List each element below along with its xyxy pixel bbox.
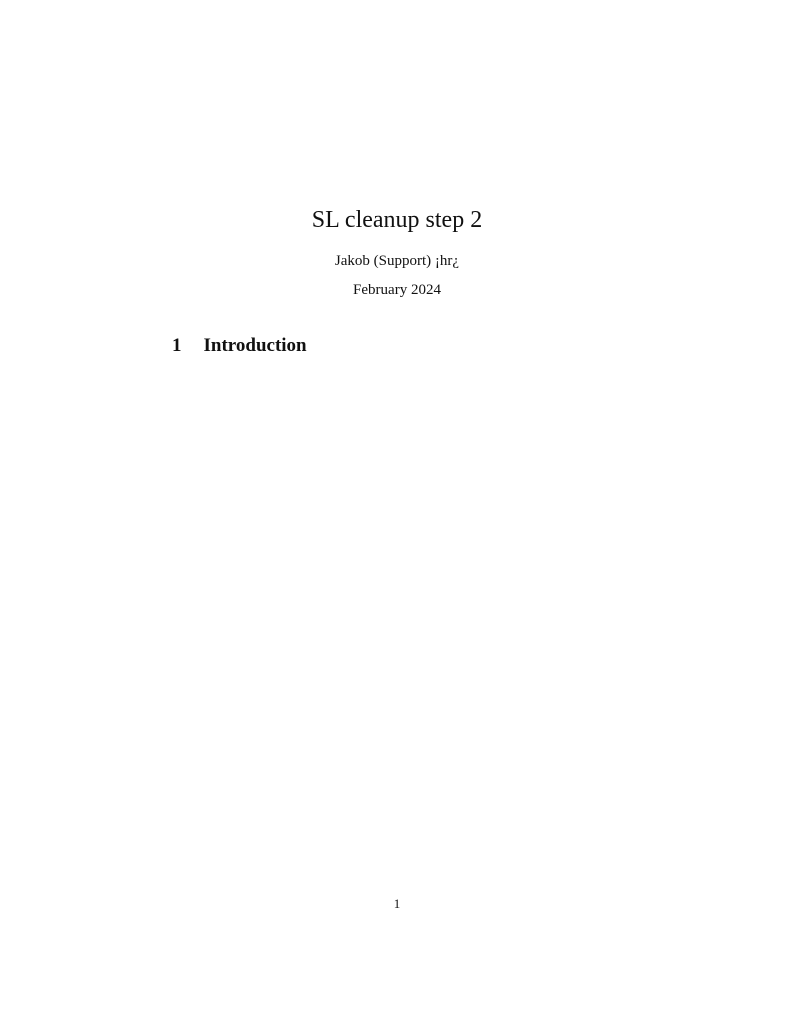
- section-heading-label: Introduction: [203, 335, 307, 356]
- document-title: SL cleanup step 2: [311, 207, 483, 233]
- document-date: February 2024: [353, 282, 441, 298]
- document-author: Jakob (Support) ¡hr¿: [334, 253, 460, 269]
- page-number: 1: [393, 896, 401, 911]
- section-number: 1: [172, 335, 182, 356]
- section-heading-introduction: [172, 335, 307, 358]
